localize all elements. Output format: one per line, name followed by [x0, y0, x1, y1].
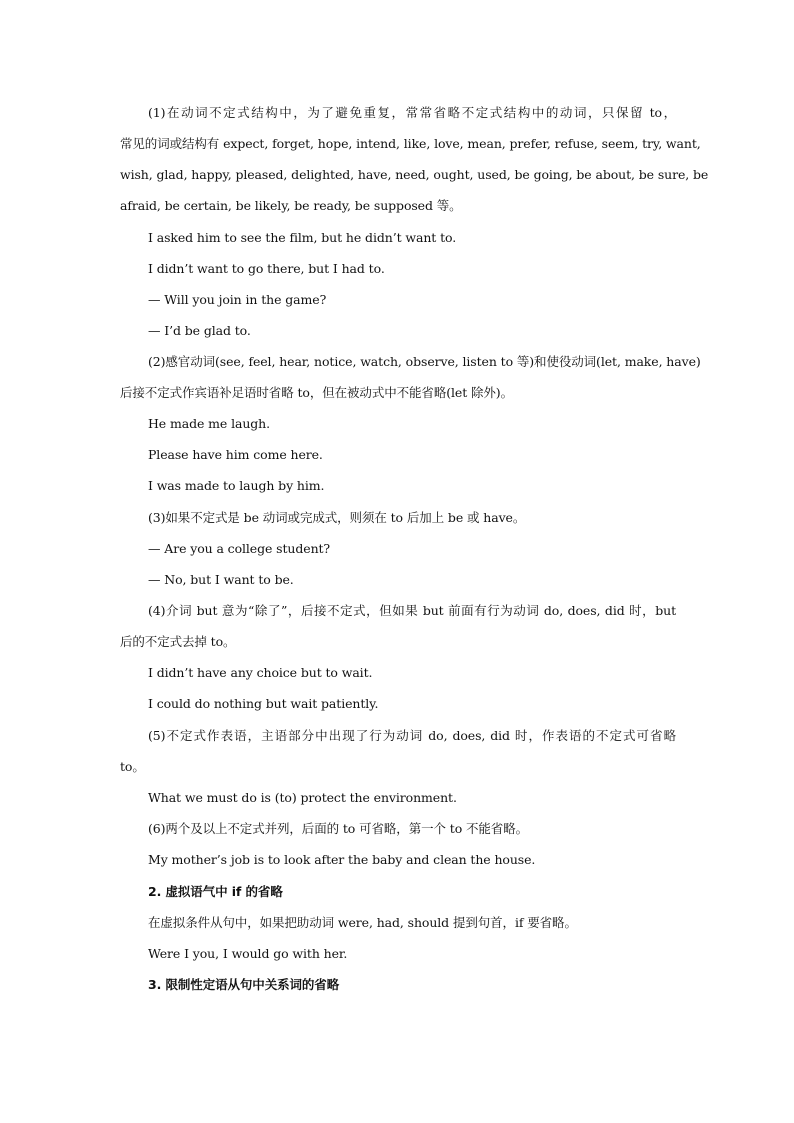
paragraph-line: (4)介词 but 意为“除了”，后接不定式，但如果 but 前面有行为动词 do, does, did 时，but: [148, 603, 676, 618]
example-sentence: Please have him come here.: [148, 447, 323, 462]
paragraph-line: to。: [120, 759, 145, 774]
paragraph-line: 常见的词或结构有 expect, forget, hope, intend, like, love, mean, prefer, refuse, seem, try, want,: [120, 136, 701, 151]
paragraph-line: 后接不定式作宾语补足语时省略 to，但在被动式中不能省略(let 除外)。: [120, 385, 513, 400]
example-sentence: I asked him to see the film, but he didn’t want to.: [148, 230, 457, 245]
paragraph-line: wish, glad, happy, pleased, delighted, have, need, ought, used, be going, be about, be sure, be: [120, 167, 709, 182]
section-heading: 3. 限制性定语从句中关系词的省略: [148, 977, 340, 992]
paragraph-line: (3)如果不定式是 be 动词或完成式，则须在 to 后加上 be 或 have。: [148, 510, 526, 525]
paragraph-line: (5)不定式作表语，主语部分中出现了行为动词 do, does, did 时，作表语的不定式可省略: [148, 728, 676, 743]
example-sentence: I didn’t have any choice but to wait.: [148, 665, 373, 680]
example-sentence: — Will you join in the game?: [148, 292, 327, 307]
example-sentence: — I’d be glad to.: [148, 323, 251, 338]
paragraph-line: 后的不定式去掉 to。: [120, 634, 236, 649]
example-sentence: Were I you, I would go with her.: [148, 946, 348, 961]
paragraph-line: (1)在动词不定式结构中，为了避免重复，常常省略不定式结构中的动词，只保留 to，: [148, 105, 676, 120]
example-sentence: My mother’s job is to look after the baby and clean the house.: [148, 852, 536, 867]
example-sentence: I didn’t want to go there, but I had to.: [148, 261, 385, 276]
section-heading: 2. 虚拟语气中 if 的省略: [148, 884, 283, 899]
example-sentence: What we must do is (to) protect the environment.: [148, 790, 457, 805]
paragraph-line: afraid, be certain, be likely, be ready, be supposed 等。: [120, 198, 462, 213]
example-sentence: — No, but I want to be.: [148, 572, 294, 587]
paragraph-line: (6)两个及以上不定式并列，后面的 to 可省略，第一个 to 不能省略。: [148, 821, 528, 836]
example-sentence: I could do nothing but wait patiently.: [148, 696, 379, 711]
example-sentence: He made me laugh.: [148, 416, 271, 431]
paragraph-line: (2)感官动词(see, feel, hear, notice, watch, observe, listen to 等)和使役动词(let, make, have): [148, 354, 701, 369]
example-sentence: I was made to laugh by him.: [148, 478, 325, 493]
paragraph-line: 在虚拟条件从句中，如果把助动词 were, had, should 提到句首，if 要省略。: [148, 915, 577, 930]
example-sentence: — Are you a college student?: [148, 541, 331, 556]
